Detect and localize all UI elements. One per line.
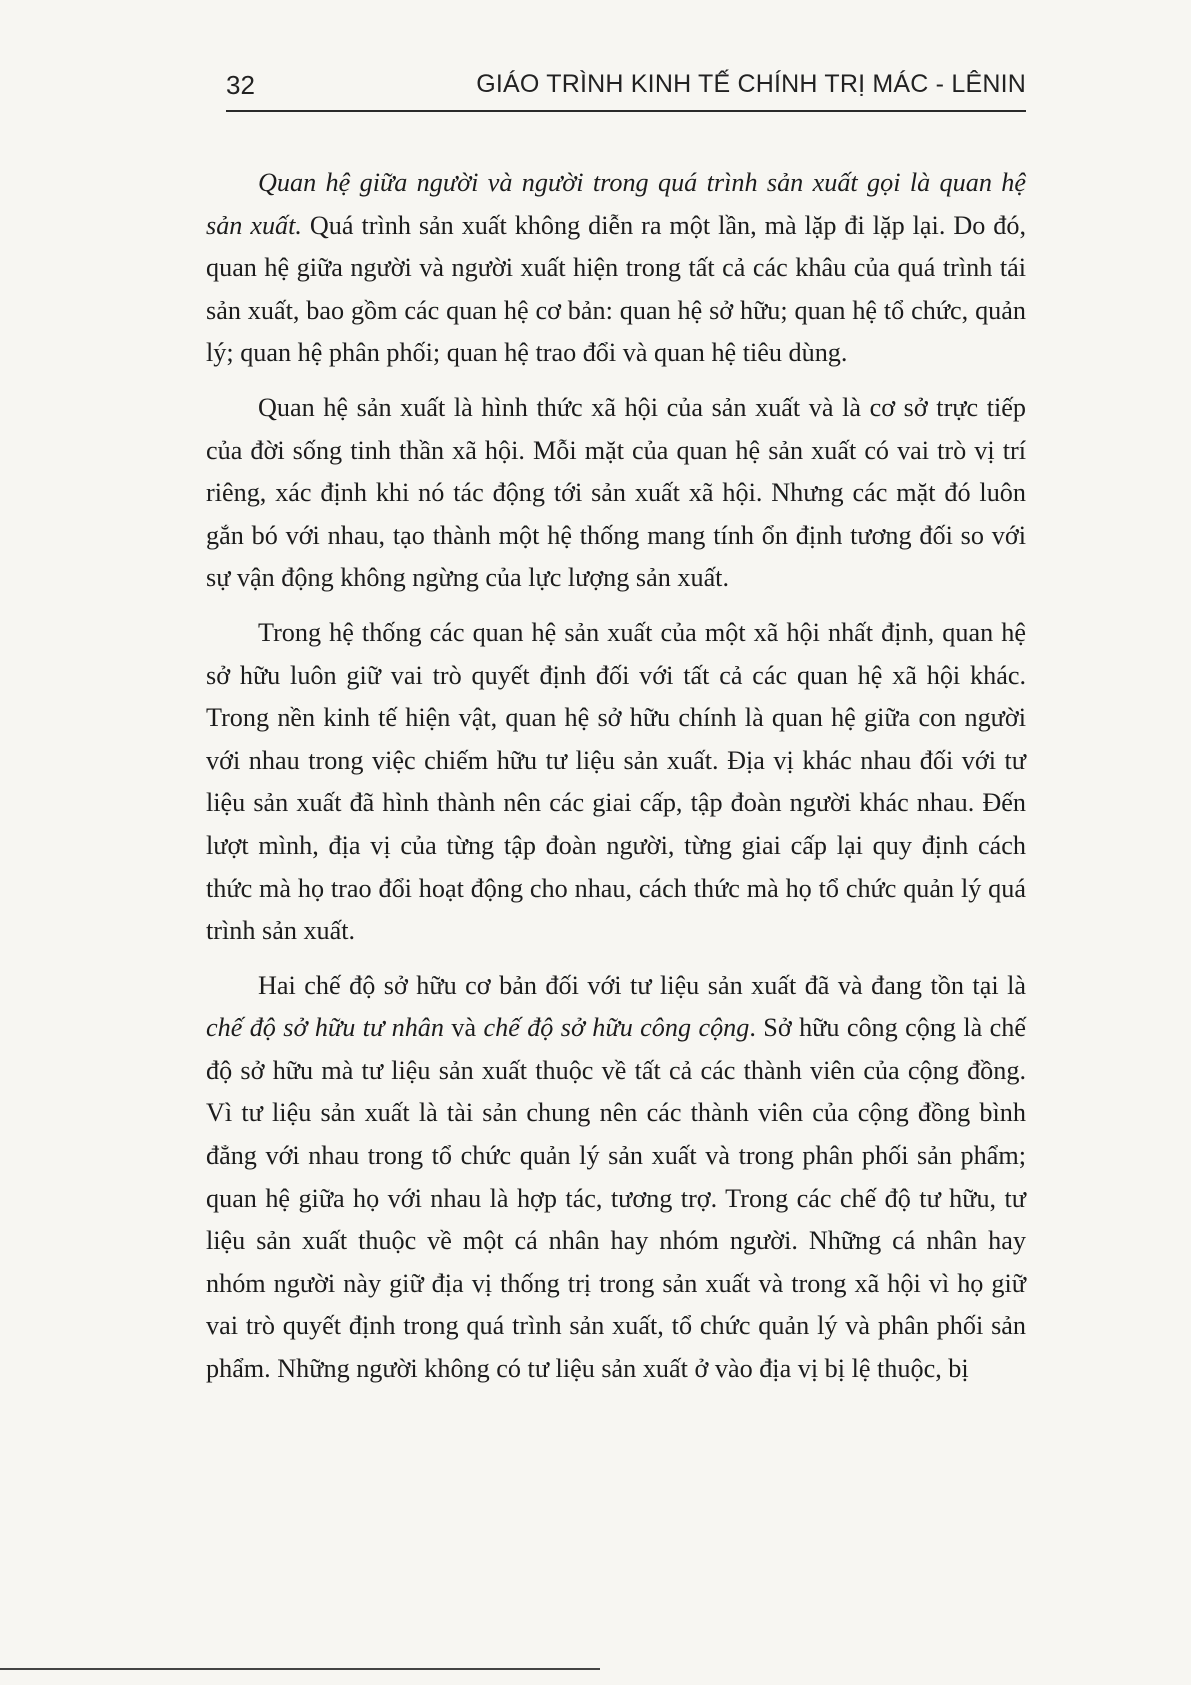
paragraph-2: Quan hệ sản xuất là hình thức xã hội của sản xuất và là cơ sở trực tiếp của đời sống tinh thần xã hội. Mỗi mặt của quan hệ sản xuất có vai trò vị trí riêng, xác định khi nó tác động tới sản xuất xã hội. Nhưng các mặt đó luôn gắn bó với nhau, tạo thành một hệ thống mang tính ổn định tương đối so với sự vận động không ngừng của lực lượng sản xuất. (206, 392, 1026, 593)
page-header (226, 60, 1026, 112)
paragraph-4-text-c: . Sở hữu công cộng là chế độ sở hữu mà tư liệu sản xuất thuộc về tất cả các thành viên của cộng đồng. Vì tư liệu sản xuất là tài sản chung nên các thành viên của cộng đồng bình đẳng với nhau trong tổ chức quản lý sản xuất và trong phân phối sản phẩm; quan hệ giữa họ với nhau là hợp tác, tương trợ. Trong các chế độ tư hữu, tư liệu sản xuất thuộc về một cá nhân hay nhóm người. Những cá nhân hay nhóm người này giữ địa vị thống trị trong sản xuất và trong xã hội vì họ giữ vai trò quyết định trong quá trình sản xuất, tổ chức quản lý và phân phối sản phẩm. Những người không có tư liệu sản xuất ở vào địa vị bị lệ thuộc, bị (206, 1013, 1027, 1384)
term-so-huu-cong-cong: chế độ sở hữu công cộng (483, 1013, 750, 1043)
page-number: 32 (226, 70, 255, 100)
paragraph-1 (206, 162, 1026, 375)
term-quan-he-san-xuat: Quan hệ giữa người và người trong quá trình sản xuất gọi là quan hệ sản xuất. (206, 168, 1026, 240)
body-text (206, 162, 1026, 1403)
paragraph-3: Trong hệ thống các quan hệ sản xuất của một xã hội nhất định, quan hệ sở hữu luôn giữ vai trò quyết định đối với tất cả các quan hệ xã hội khác. Trong nền kinh tế hiện vật, quan hệ sở hữu chính là quan hệ giữa con người với nhau trong việc chiếm hữu tư liệu sản xuất. Địa vị khác nhau đối với tư liệu sản xuất đã hình thành nên các giai cấp, tập đoàn người khác nhau. Đến lượt mình, địa vị của từng tập đoàn người, từng giai cấp lại quy định cách thức mà họ trao đổi hoạt động cho nhau, cách thức mà họ tổ chức quản lý quá trình sản xuất. (206, 617, 1026, 946)
running-title: GIÁO TRÌNH KINH TẾ CHÍNH TRỊ MÁC - LÊNIN (476, 70, 1026, 98)
footer-rule (0, 1668, 600, 1670)
paragraph-4-text-a: Hai chế độ sở hữu cơ bản đối với tư liệu sản xuất đã và đang tồn tại là (258, 970, 1026, 1000)
term-so-huu-tu-nhan: chế độ sở hữu tư nhân (206, 1013, 444, 1043)
paragraph-4-text-b: và (444, 1013, 484, 1043)
paragraph-1-text: Quá trình sản xuất không diễn ra một lần, mà lặp đi lặp lại. Do đó, quan hệ giữa người và người xuất hiện trong tất cả các khâu của quá trình tái sản xuất, bao gồm các quan hệ cơ bản: quan hệ sở hữu; quan hệ tổ chức, quản lý; quan hệ phân phối; quan hệ trao đổi và quan hệ tiêu dùng. (206, 210, 1026, 368)
paragraph-4 (206, 965, 1026, 1391)
